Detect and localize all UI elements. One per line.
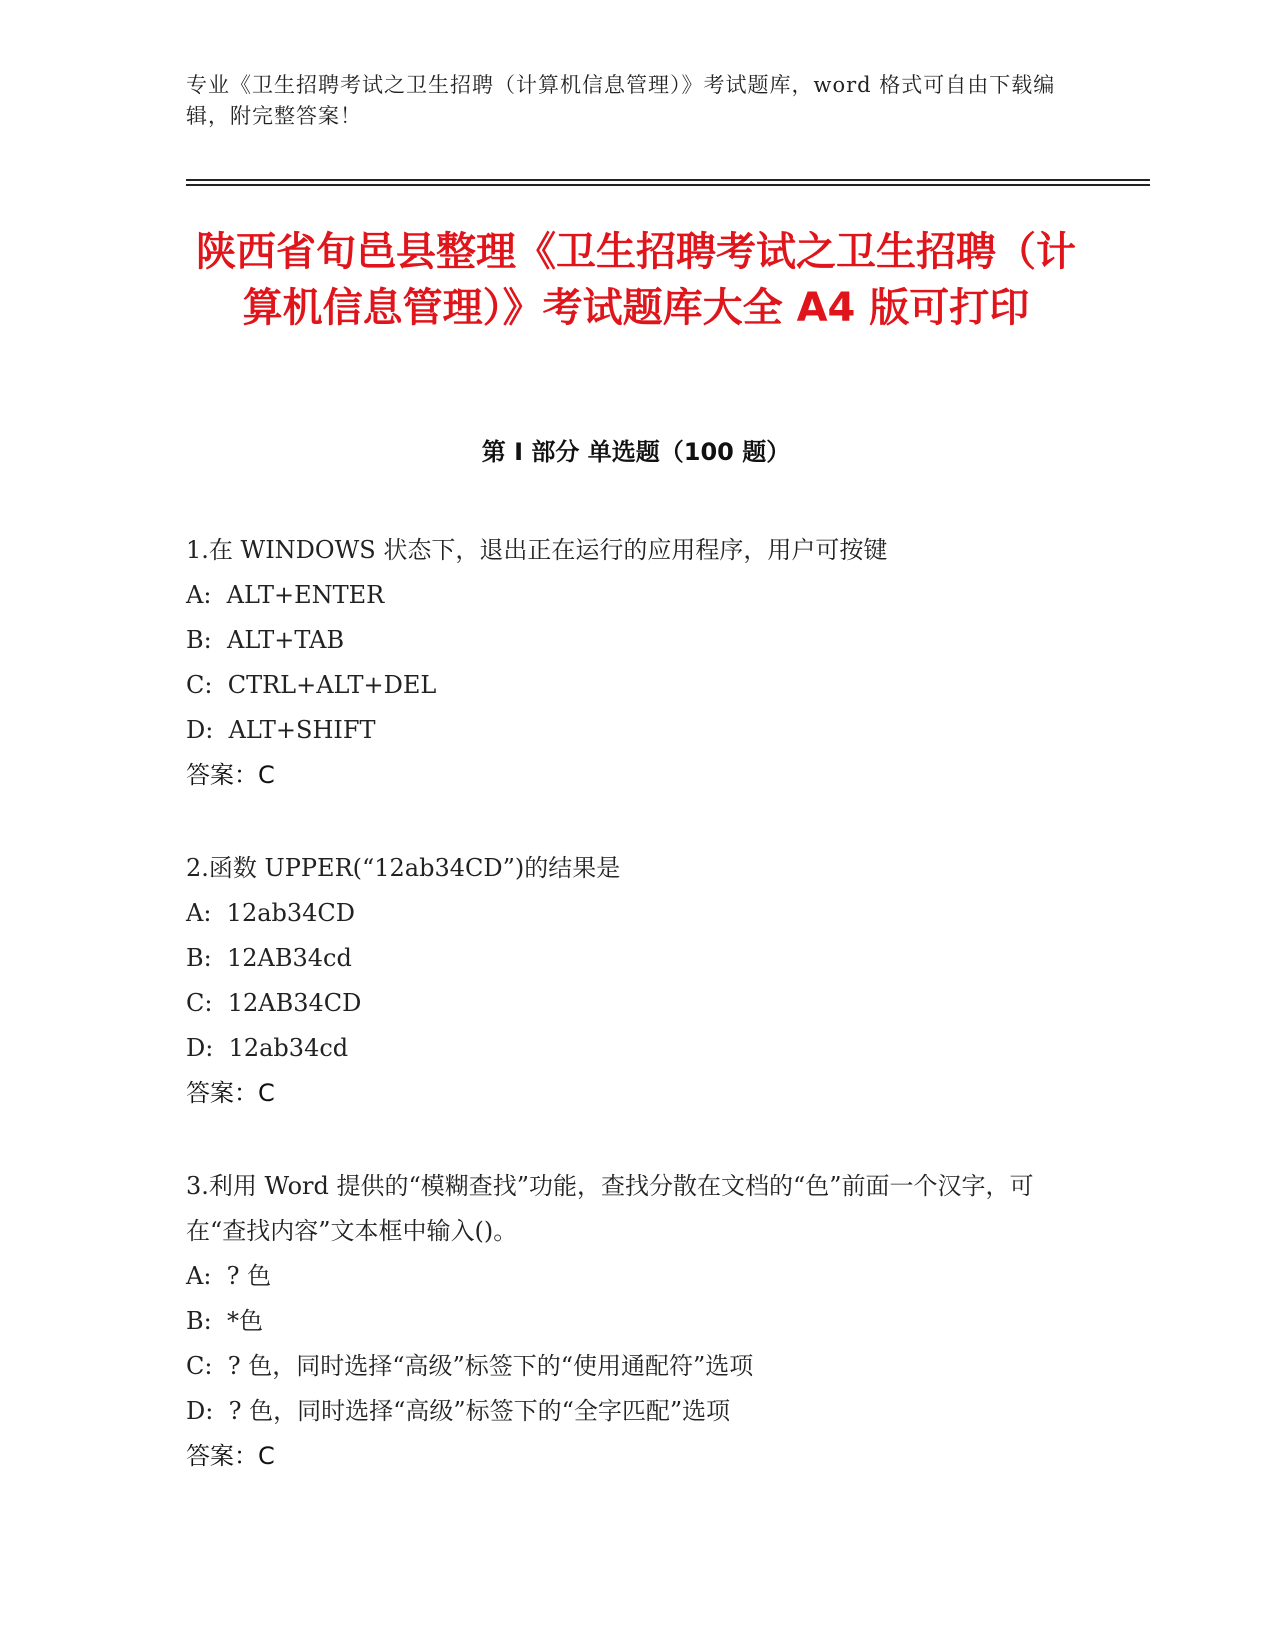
option-b: B: *色 — [186, 1307, 263, 1335]
option-d: D: 12ab34cd — [186, 1034, 349, 1062]
answer: 答案：C — [186, 1079, 275, 1107]
answer: 答案：C — [186, 761, 275, 789]
option-a: A: 12ab34CD — [186, 899, 356, 927]
option-c: C: 12AB34CD — [186, 989, 362, 1017]
option-d: D: ? 色，同时选择“高级”标签下的“全字匹配”选项 — [186, 1397, 731, 1425]
header-note: 专业《卫生招聘考试之卫生招聘（计算机信息管理）》考试题库，word 格式可自由下载编辑，附完整答案！ — [186, 73, 1056, 128]
question-stem: 2.函数 UPPER(“12ab34CD”)的结果是 — [186, 854, 621, 882]
section-title: 第 I 部分 单选题（100 题） — [481, 438, 791, 466]
question-block — [186, 846, 1086, 1116]
option-a: A: ALT+ENTER — [186, 581, 385, 609]
question-stem: 1.在 WINDOWS 状态下，退出正在运行的应用程序，用户可按键 — [186, 536, 888, 564]
question-block — [186, 1164, 1086, 1479]
option-a: A: ? 色 — [186, 1262, 272, 1290]
option-d: D: ALT+SHIFT — [186, 716, 376, 744]
answer: 答案：C — [186, 1442, 275, 1470]
question-block — [186, 528, 1086, 798]
option-b: B: 12AB34cd — [186, 944, 352, 972]
header-divider-top — [186, 179, 1150, 181]
option-c: C: CTRL+ALT+DEL — [186, 671, 437, 699]
option-c: C: ? 色，同时选择“高级”标签下的“使用通配符”选项 — [186, 1352, 754, 1380]
header-divider-bottom — [186, 184, 1150, 186]
option-b: B: ALT+TAB — [186, 626, 345, 654]
question-stem: 3.利用 Word 提供的“模糊查找”功能，查找分散在文档的“色”前面一个汉字，可在“查找内容”文本框中输入()。 — [186, 1172, 1034, 1245]
document-title: 陕西省旬邑县整理《卫生招聘考试之卫生招聘（计算机信息管理）》考试题库大全 A4 版可打印 — [196, 229, 1076, 331]
